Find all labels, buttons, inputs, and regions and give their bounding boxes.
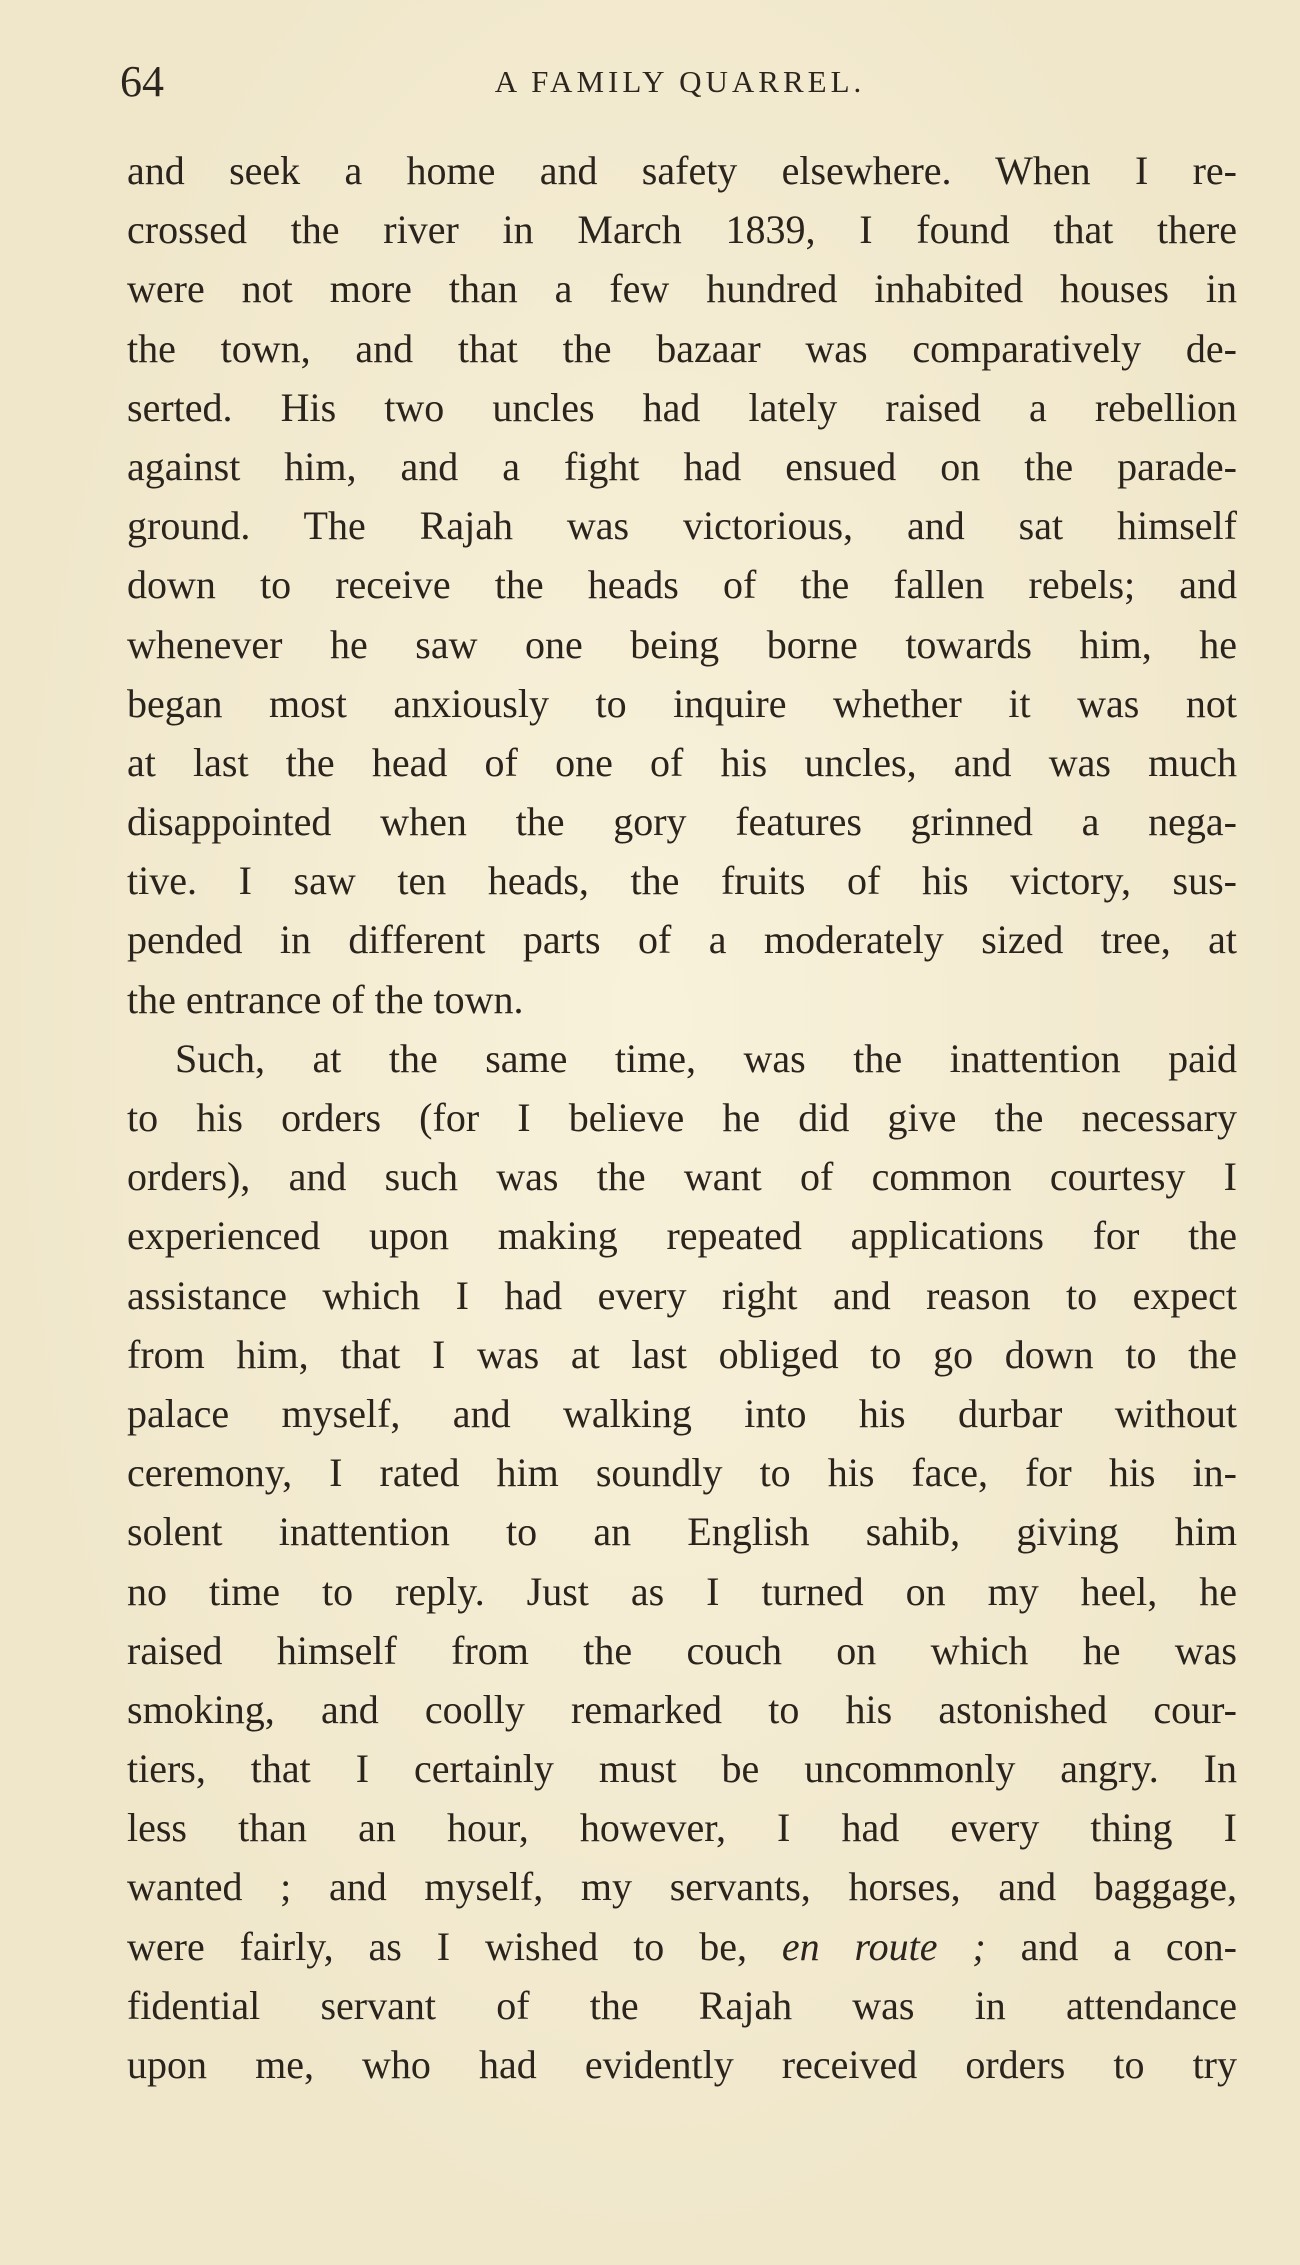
paragraph-start-line: Such, at the same time, was the inattention paid xyxy=(175,1035,1237,1081)
text-line: disappointed when the gory features grinned a nega- xyxy=(127,799,1237,845)
text-line: from him, that I was at last obliged to go down to the xyxy=(127,1331,1237,1377)
text-line: less than an hour, however, I had every thing I xyxy=(127,1805,1237,1851)
text-line: serted. His two uncles had lately raised a rebellion xyxy=(127,384,1237,430)
text-line: ground. The Rajah was victorious, and sat himself xyxy=(127,503,1237,549)
text-line: pended in different parts of a moderately sized tree, at xyxy=(127,917,1237,963)
text-line: upon me, who had evidently received orders to try xyxy=(127,2042,1237,2087)
text-line: assistance which I had every right and reason to expect xyxy=(127,1272,1237,1318)
text-line: experienced upon making repeated applications for the xyxy=(127,1213,1237,1259)
text-line: wanted ; and myself, my servants, horses, and baggage, xyxy=(127,1864,1237,1910)
text-line: at last the head of one of his uncles, and was much xyxy=(127,739,1237,785)
text-line: down to receive the heads of the fallen rebels; and xyxy=(127,562,1237,608)
text-line: the town, and that the bazaar was comparatively de- xyxy=(127,325,1237,371)
paragraph-end-line: the entrance of the town. xyxy=(127,976,524,1022)
page-number: 64 xyxy=(120,57,164,106)
text-line: orders), and such was the want of common courtesy I xyxy=(127,1154,1237,1200)
text-line: crossed the river in March 1839, I found that there xyxy=(127,207,1237,253)
text-line: ceremony, I rated him soundly to his face, for his in- xyxy=(127,1450,1237,1496)
text-line: to his orders (for I believe he did give the necessary xyxy=(127,1095,1237,1140)
text-line: fidential servant of the Rajah was in attendance xyxy=(127,1982,1237,2028)
text-line-with-italic xyxy=(127,1917,1237,1976)
text-segment: and a con- xyxy=(985,1923,1237,1969)
body-text xyxy=(127,141,1237,2094)
text-line: and seek a home and safety elsewhere. When I re- xyxy=(127,148,1237,193)
text-line: began most anxiously to inquire whether it was not xyxy=(127,680,1237,726)
italic-phrase: en route ; xyxy=(781,1923,986,1969)
text-line: tive. I saw ten heads, the fruits of his victory, sus- xyxy=(127,858,1237,904)
text-line: palace myself, and walking into his durbar without xyxy=(127,1390,1237,1436)
page-header xyxy=(120,52,1240,112)
text-line: smoking, and coolly remarked to his astonished cour- xyxy=(127,1686,1237,1732)
text-line: raised himself from the couch on which he was xyxy=(127,1627,1237,1673)
text-segment: were fairly, as I wished to be, xyxy=(127,1923,782,1969)
text-line: no time to reply. Just as I turned on my heel, he xyxy=(127,1568,1237,1614)
text-line: solent inattention to an English sahib, giving him xyxy=(127,1509,1237,1555)
text-line: whenever he saw one being borne towards him, he xyxy=(127,621,1237,667)
text-line: against him, and a fight had ensued on the parade- xyxy=(127,443,1237,489)
text-line: were not more than a few hundred inhabited houses in xyxy=(127,266,1237,312)
text-line: tiers, that I certainly must be uncommonly angry. In xyxy=(127,1746,1237,1792)
running-head: A FAMILY QUARREL. xyxy=(494,64,866,99)
